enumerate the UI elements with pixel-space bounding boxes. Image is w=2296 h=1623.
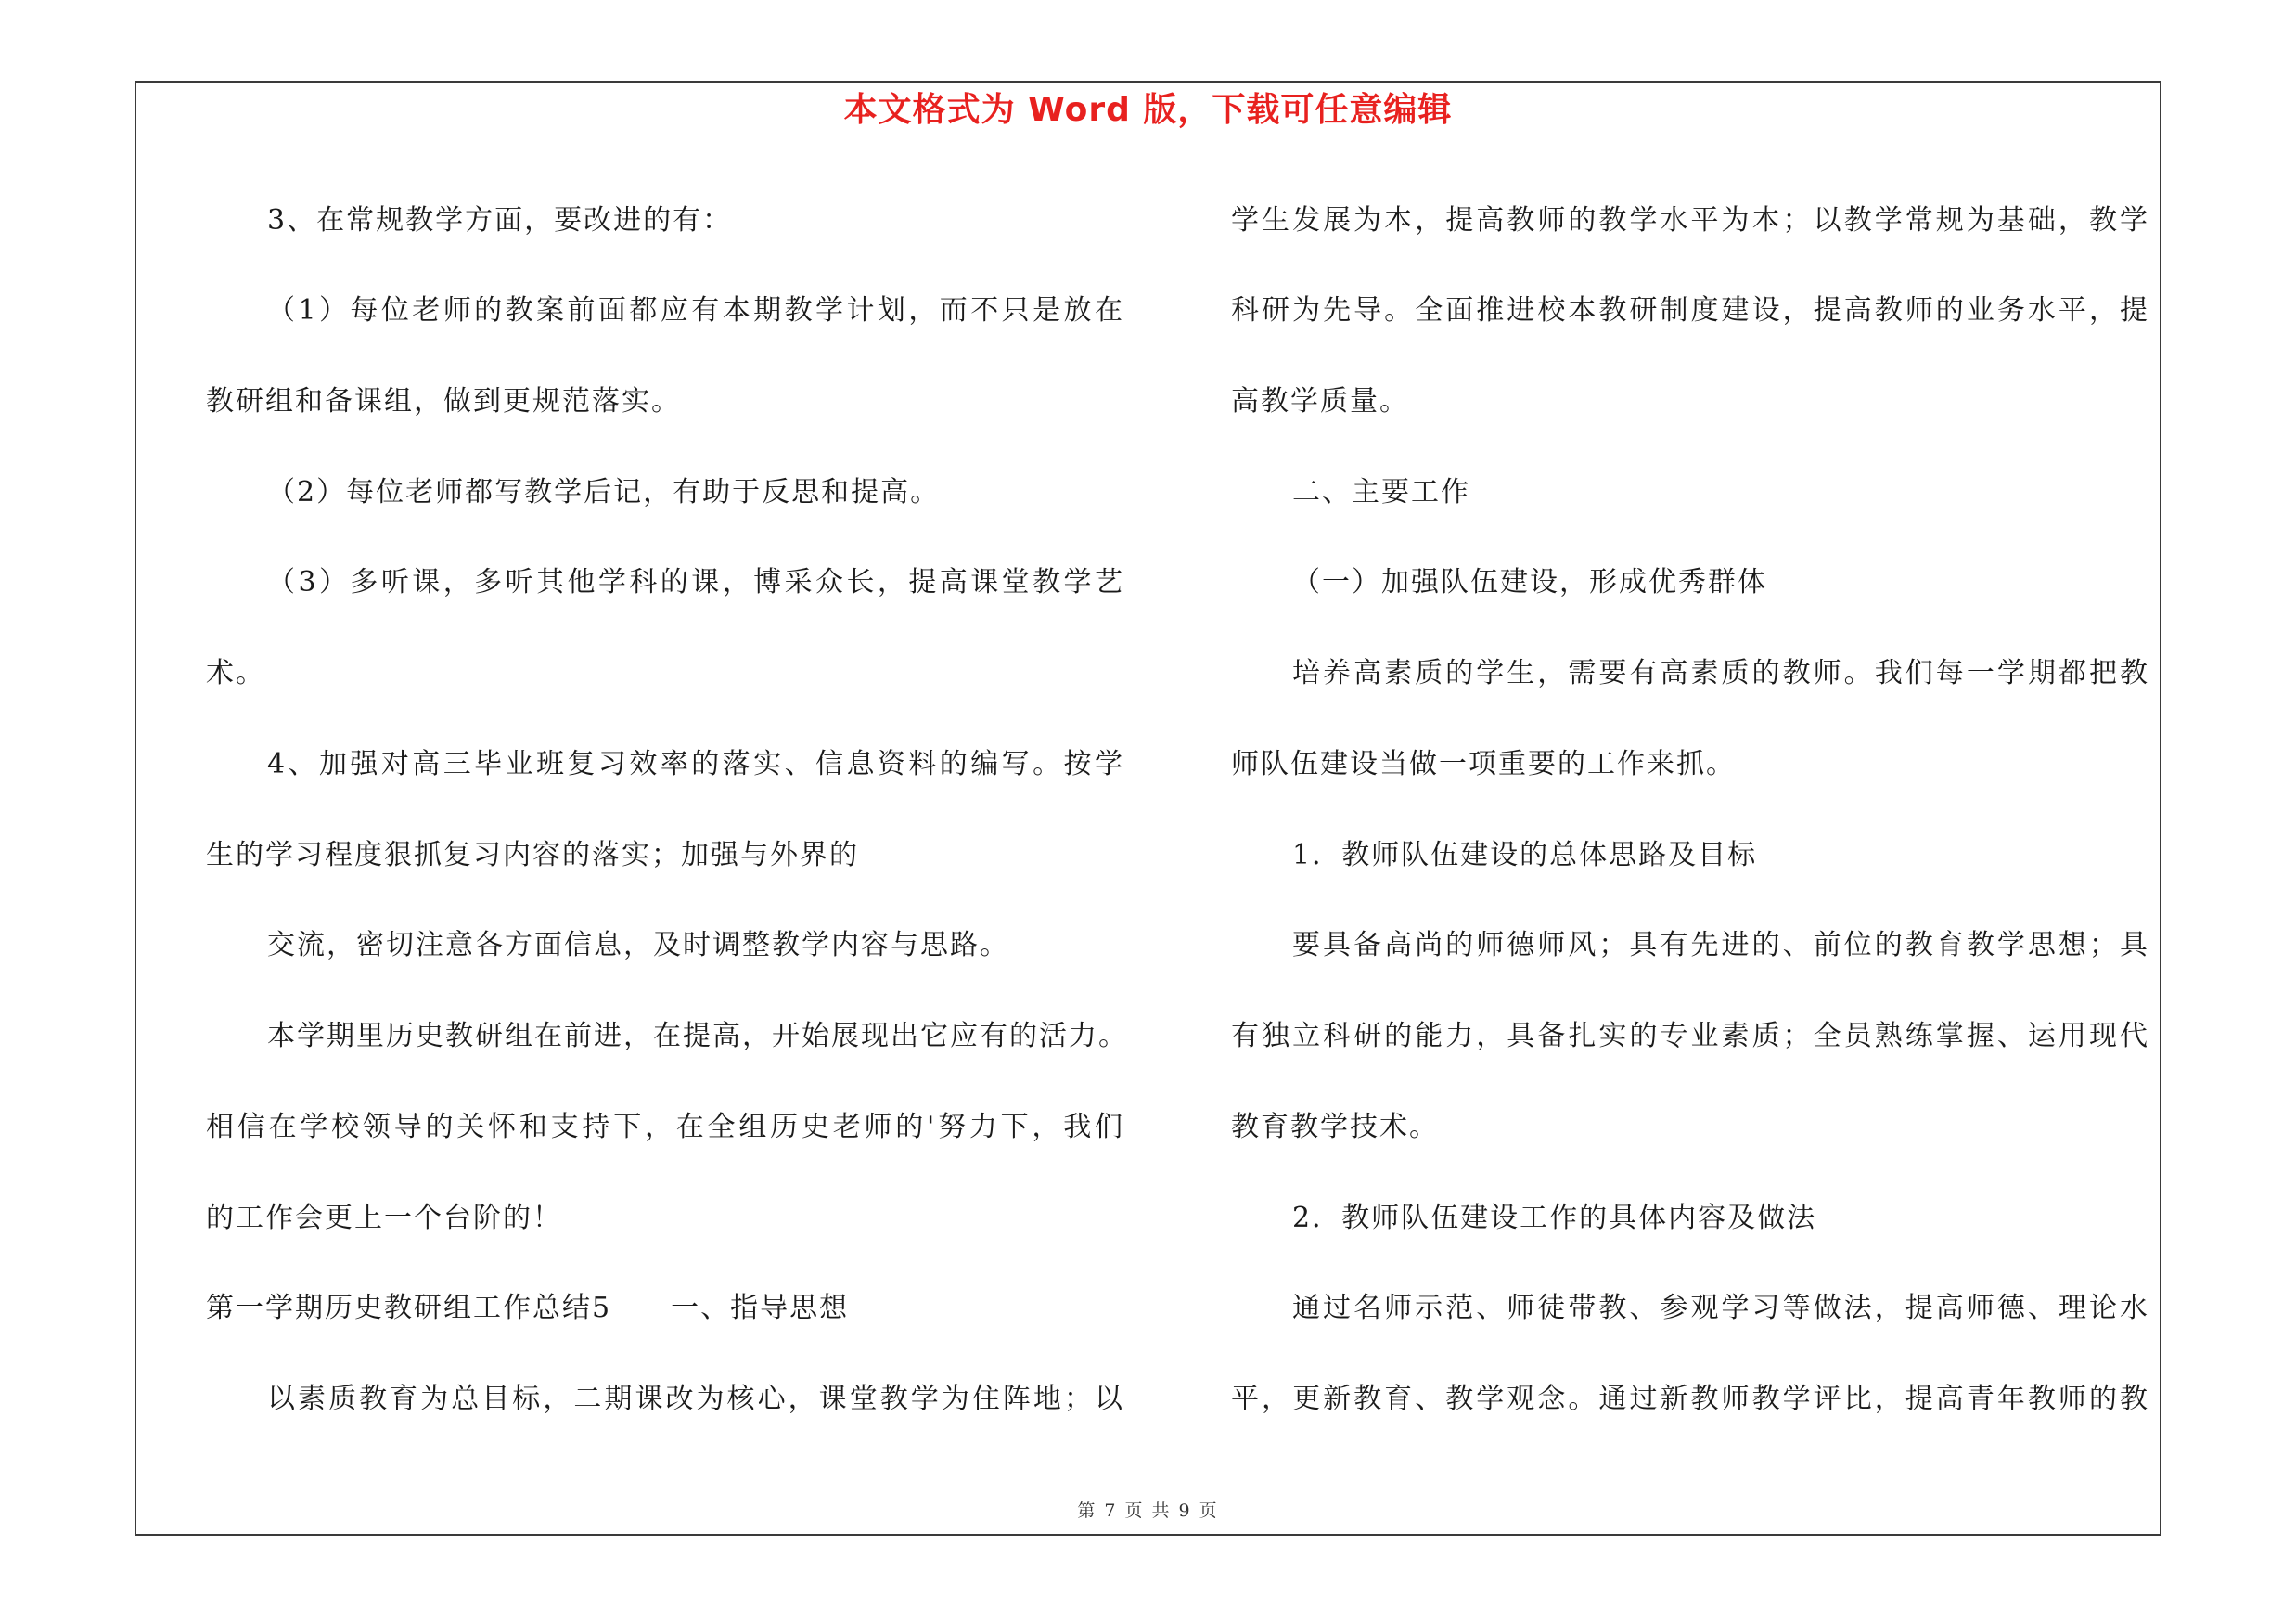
text-line: 教研组和备课组，做到更规范落实。	[206, 385, 681, 418]
text-line: 交流，密切注意各方面信息，及时调整教学内容与思路。	[267, 929, 1009, 961]
text-line: 4、加强对高三毕业班复习效率的落实、信息资料的编写。按学	[267, 748, 1124, 780]
text-line: 师队伍建设当做一项重要的工作来抓。	[1231, 748, 1736, 780]
text-line: 有独立科研的能力，具备扎实的专业素质；全员熟练掌握、运用现代	[1231, 1020, 2149, 1052]
text-line: 教育教学技术。	[1231, 1111, 1439, 1143]
text-line: 学生发展为本，提高教师的教学水平为本；以教学常规为基础，教学	[1231, 204, 2149, 237]
text-line: 生的学习程度狠抓复习内容的落实；加强与外界的	[206, 839, 859, 871]
text-line: 相信在学校领导的关怀和支持下，在全组历史老师的'努力下，我们	[206, 1111, 1124, 1143]
page-number-footer: 第 7 页 共 9 页	[1077, 1501, 1219, 1521]
text-line: 通过名师示范、师徒带教、参观学习等做法，提高师德、理论水	[1292, 1292, 2149, 1324]
text-line: （2）每位老师都写教学后记，有助于反思和提高。	[267, 476, 941, 509]
text-line: 高教学质量。	[1231, 385, 1409, 418]
text-line: 本学期里历史教研组在前进，在提高，开始展现出它应有的活力。	[267, 1020, 1128, 1052]
header-banner: 本文格式为 Word 版，下载可任意编辑	[843, 91, 1453, 129]
text-line: （3）多听课，多听其他学科的课，博采众长，提高课堂教学艺	[267, 566, 1124, 599]
text-line: 3、在常规教学方面，要改进的有：	[267, 204, 733, 237]
text-line: （一）加强队伍建设，形成优秀群体	[1292, 566, 1767, 599]
text-line: （1）每位老师的教案前面都应有本期教学计划，而不只是放在	[267, 294, 1124, 327]
text-line: 平，更新教育、教学观念。通过新教师教学评比，提高青年教师的教	[1231, 1383, 2149, 1415]
text-line: 1．教师队伍建设的总体思路及目标	[1292, 839, 1758, 871]
text-line: 要具备高尚的师德师风；具有先进的、前位的教育教学思想；具	[1292, 929, 2149, 961]
text-line: 二、主要工作	[1292, 476, 1470, 509]
text-line: 培养高素质的学生，需要有高素质的教师。我们每一学期都把教	[1292, 657, 2149, 689]
text-line: 术。	[206, 657, 265, 689]
text-line: 以素质教育为总目标，二期课改为核心，课堂教学为住阵地；以	[267, 1383, 1124, 1415]
text-line: 科研为先导。全面推进校本教研制度建设，提高教师的业务水平，提	[1231, 294, 2149, 327]
text-line: 第一学期历史教研组工作总结5 一、指导思想	[206, 1292, 850, 1324]
text-line: 的工作会更上一个台阶的！	[206, 1202, 562, 1234]
text-line: 2．教师队伍建设工作的具体内容及做法	[1292, 1202, 1817, 1234]
